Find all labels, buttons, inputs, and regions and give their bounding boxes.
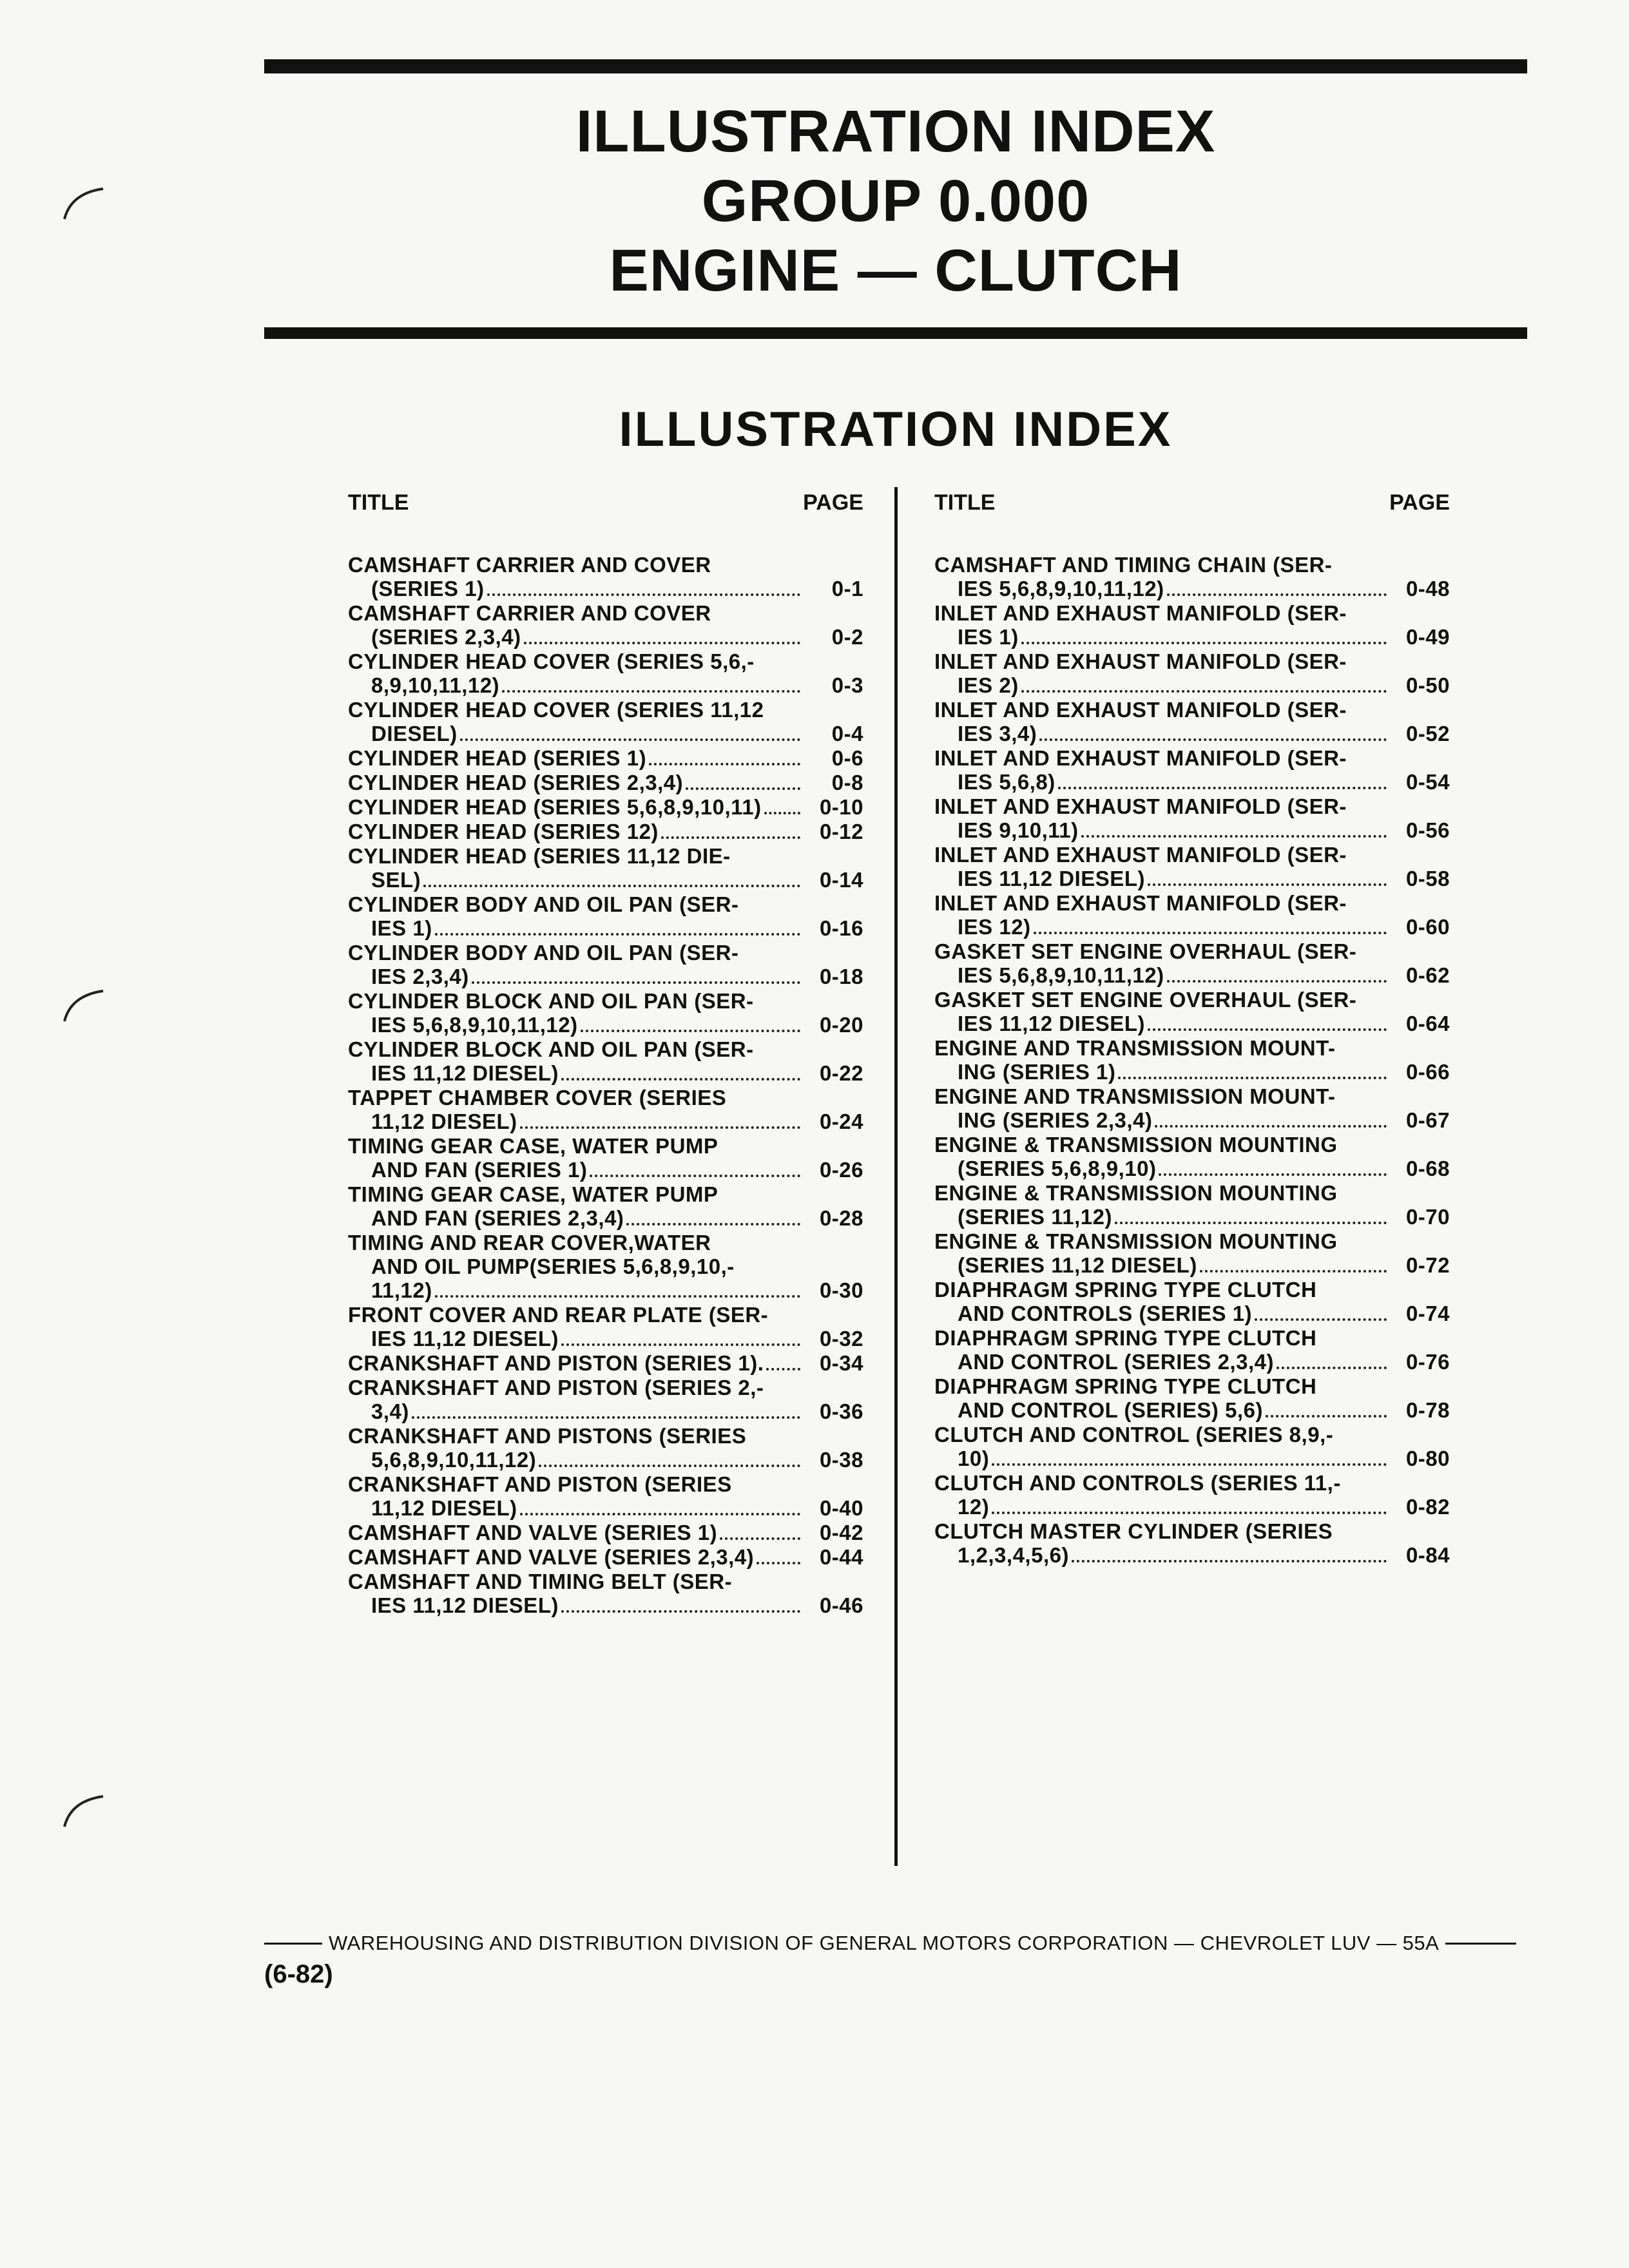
document-header	[264, 97, 1527, 305]
entry-page-number: 0-1	[831, 577, 863, 601]
entry-page-number: 0-78	[1405, 1398, 1450, 1422]
dot-leader	[561, 1078, 800, 1081]
entry-leader-line	[348, 795, 863, 820]
entry-title-line: IES 2,3,4)	[371, 965, 469, 988]
punch-mark-top	[58, 184, 110, 222]
entry-leader-line	[934, 1108, 1450, 1133]
entry-leader-line	[934, 963, 1450, 988]
header-group: GROUP 0.000	[701, 168, 1090, 234]
dot-leader	[539, 1465, 800, 1467]
dot-leader	[686, 787, 800, 790]
entry-leader-line	[348, 1521, 863, 1545]
title-column-label: TITLE	[348, 490, 409, 515]
entry-title-line: SEL)	[371, 868, 421, 892]
entry-title-line: FRONT COVER AND REAR PLATE (SER-	[348, 1303, 769, 1327]
entry-title-line: CAMSHAFT CARRIER AND COVER	[348, 553, 711, 577]
entry-page-number: 0-24	[819, 1110, 863, 1133]
entry-title-line: CYLINDER HEAD (SERIES 5,6,8,9,10,11)	[348, 795, 762, 819]
entry-title-line: IES 11,12 DIESEL)	[958, 1012, 1145, 1035]
entry-leader-line	[348, 673, 863, 698]
dot-leader	[626, 1223, 800, 1225]
entry-title-line: CYLINDER HEAD (SERIES 12)	[348, 820, 659, 843]
index-entry	[934, 1471, 1450, 1519]
entry-title-line: CYLINDER HEAD (SERIES 2,3,4)	[348, 771, 684, 794]
entry-page-number: 0-70	[1405, 1205, 1450, 1229]
entry-page-number: 0-36	[819, 1399, 863, 1423]
dot-leader	[487, 593, 800, 596]
entry-leader-line	[934, 1157, 1450, 1181]
index-entry	[348, 844, 863, 892]
dot-leader	[992, 1463, 1387, 1466]
entry-title-line: CYLINDER HEAD COVER (SERIES 11,12	[348, 698, 764, 722]
entry-page-number: 0-6	[831, 746, 863, 770]
entry-title-line: IES 11,12 DIESEL)	[371, 1593, 559, 1617]
entry-title-line: IES 3,4)	[958, 722, 1037, 745]
entry-title-line: IES 12)	[958, 915, 1031, 939]
entry-leader-line	[934, 1398, 1450, 1423]
index-entry	[934, 1084, 1450, 1133]
dot-leader	[764, 812, 800, 814]
entry-title-line: IES 1)	[958, 625, 1019, 649]
entry-title-line: (SERIES 2,3,4)	[371, 625, 521, 649]
entry-page-number: 0-72	[1405, 1253, 1450, 1277]
entry-title-line: CRANKSHAFT AND PISTON (SERIES 1).	[348, 1351, 764, 1375]
entry-title-line: CRANKSHAFT AND PISTON (SERIES	[348, 1472, 732, 1496]
entry-leader-line	[934, 1495, 1450, 1519]
footer-date: (6-82)	[264, 1960, 333, 1988]
entry-title-line: 5,6,8,9,10,11,12)	[371, 1448, 537, 1472]
entry-leader-line	[348, 625, 863, 649]
entry-leader-line	[348, 1448, 863, 1472]
index-entry	[348, 795, 863, 820]
entry-leader-line	[348, 1399, 863, 1424]
dot-leader	[460, 738, 800, 741]
index-entry	[934, 1519, 1450, 1568]
entry-title-line: (SERIES 11,12)	[958, 1205, 1112, 1229]
dot-leader	[1167, 593, 1387, 596]
entry-title-line: ENGINE & TRANSMISSION MOUNTING	[934, 1133, 1338, 1157]
entry-title-line: 10)	[958, 1446, 990, 1470]
column-header	[934, 490, 1450, 515]
entry-title-line: (SERIES 1)	[371, 577, 485, 601]
entry-title-line: INLET AND EXHAUST MANIFOLD (SER-	[934, 746, 1347, 770]
index-entry	[934, 843, 1450, 891]
entry-leader-line	[348, 1593, 863, 1618]
footer-dash-right	[1445, 1943, 1516, 1945]
entry-title-line: CRANKSHAFT AND PISTON (SERIES 2,-	[348, 1376, 764, 1399]
entry-title-line: IES 11,12 DIESEL)	[371, 1061, 559, 1085]
entry-title-line: IES 11,12 DIESEL)	[958, 867, 1145, 890]
index-entry	[348, 553, 863, 601]
entry-leader-line	[934, 1543, 1450, 1568]
entry-page-number: 0-64	[1405, 1012, 1450, 1035]
entry-title-line: CLUTCH AND CONTROLS (SERIES 11,-	[934, 1471, 1341, 1495]
dot-leader	[766, 1368, 800, 1370]
entry-leader-line	[934, 867, 1450, 891]
entry-leader-line	[934, 1012, 1450, 1036]
entry-title-line: INLET AND EXHAUST MANIFOLD (SER-	[934, 794, 1347, 818]
entry-page-number: 0-76	[1405, 1350, 1450, 1374]
index-entry	[934, 1326, 1450, 1374]
index-entry	[934, 698, 1450, 746]
entry-title-line: TAPPET CHAMBER COVER (SERIES	[348, 1086, 727, 1110]
entry-leader-line	[348, 1158, 863, 1182]
entry-title-line: 11,12 DIESEL)	[371, 1496, 517, 1520]
entry-leader-line	[934, 1205, 1450, 1229]
entry-title-line: CYLINDER BLOCK AND OIL PAN (SER-	[348, 989, 754, 1013]
entry-title-line: AND CONTROL (SERIES 2,3,4)	[958, 1350, 1274, 1374]
entry-page-number: 0-38	[819, 1448, 863, 1472]
header-top-rule	[264, 59, 1527, 73]
entry-leader-line	[934, 1253, 1450, 1278]
entry-page-number: 0-8	[831, 771, 863, 794]
entry-leader-line	[348, 771, 863, 795]
entry-leader-line	[348, 1278, 863, 1303]
entry-leader-line	[934, 577, 1450, 601]
entry-title-line: IES 11,12 DIESEL)	[371, 1327, 559, 1350]
index-column-right	[934, 490, 1450, 1568]
index-entry	[934, 939, 1450, 988]
dot-leader	[1155, 1125, 1387, 1128]
entry-title-line: (SERIES 11,12 DIESEL)	[958, 1253, 1197, 1277]
punch-mark-middle	[58, 986, 110, 1024]
dot-leader	[524, 642, 800, 644]
dot-leader	[757, 1562, 800, 1564]
entry-page-number: 0-84	[1405, 1543, 1450, 1567]
entry-page-number: 0-48	[1405, 577, 1450, 601]
index-column-left	[348, 490, 863, 1618]
entry-title-line: INLET AND EXHAUST MANIFOLD (SER-	[934, 891, 1347, 915]
index-entry	[348, 698, 863, 746]
entry-title-line: IES 5,6,8,9,10,11,12)	[958, 963, 1164, 987]
entry-page-number: 0-14	[819, 868, 863, 892]
index-entry	[348, 601, 863, 649]
index-entry	[348, 1545, 863, 1570]
entry-page-number: 0-44	[819, 1545, 863, 1569]
index-list-left	[348, 553, 863, 1618]
entry-title-line: TIMING AND REAR COVER,WATER	[348, 1231, 711, 1254]
entry-leader-line	[348, 1545, 863, 1570]
entry-page-number: 0-46	[819, 1593, 863, 1617]
entry-title-line: ENGINE AND TRANSMISSION MOUNT-	[934, 1084, 1336, 1108]
dot-leader	[1200, 1270, 1387, 1273]
entry-page-number: 0-42	[819, 1521, 863, 1544]
footer-text: WAREHOUSING AND DISTRIBUTION DIVISION OF GENERAL MOTORS CORPORATION — CHEVROLET LUV — 55A	[329, 1932, 1440, 1954]
entry-title-line: AND CONTROL (SERIES) 5,6)	[958, 1398, 1263, 1422]
entry-title-line: AND FAN (SERIES 1)	[371, 1158, 588, 1182]
entry-page-number: 0-58	[1405, 867, 1450, 890]
index-entry	[934, 988, 1450, 1036]
entry-title-line: 11,12 DIESEL)	[371, 1110, 517, 1133]
dot-leader	[649, 763, 800, 765]
entry-title-line: 11,12)	[371, 1278, 432, 1302]
entry-title-line: DIAPHRAGM SPRING TYPE CLUTCH	[934, 1278, 1317, 1302]
index-entry	[348, 892, 863, 941]
index-entry	[348, 820, 863, 844]
index-entry	[348, 989, 863, 1037]
entry-leader-line	[348, 1496, 863, 1521]
entry-title-line: INLET AND EXHAUST MANIFOLD (SER-	[934, 649, 1347, 673]
entry-leader-line	[348, 1206, 863, 1231]
entry-leader-line	[934, 625, 1450, 649]
entry-title-line: ING (SERIES 1)	[958, 1060, 1116, 1084]
entry-page-number: 0-80	[1405, 1446, 1450, 1470]
header-bottom-rule	[264, 327, 1527, 339]
entry-title-line: CAMSHAFT CARRIER AND COVER	[348, 601, 711, 625]
entry-title-line: CRANKSHAFT AND PISTONS (SERIES	[348, 1424, 747, 1448]
dot-leader	[590, 1175, 800, 1177]
entry-page-number: 0-34	[819, 1351, 863, 1375]
entry-title-line: CAMSHAFT AND TIMING BELT (SER-	[348, 1570, 733, 1593]
index-entry	[348, 1231, 863, 1303]
entry-leader-line	[934, 1446, 1450, 1471]
index-list-right	[934, 553, 1450, 1568]
entry-title-line: DIAPHRAGM SPRING TYPE CLUTCH	[934, 1326, 1317, 1350]
index-entry	[934, 1423, 1450, 1471]
entry-title-line: ENGINE & TRANSMISSION MOUNTING	[934, 1229, 1338, 1253]
entry-title-line: CLUTCH AND CONTROL (SERIES 8,9,-	[934, 1423, 1334, 1446]
entry-leader-line	[934, 722, 1450, 746]
entry-page-number: 0-22	[819, 1061, 863, 1085]
dot-leader	[423, 885, 800, 887]
entry-title-line: IES 2)	[958, 673, 1019, 697]
entry-title-line: INLET AND EXHAUST MANIFOLD (SER-	[934, 601, 1347, 625]
entry-page-number: 0-50	[1405, 673, 1450, 697]
entry-title-line: ENGINE & TRANSMISSION MOUNTING	[934, 1181, 1338, 1205]
entry-title-line: CAMSHAFT AND VALVE (SERIES 2,3,4)	[348, 1545, 755, 1569]
entry-page-number: 0-18	[819, 965, 863, 988]
entry-leader-line	[348, 1110, 863, 1134]
entry-page-number: 0-12	[819, 820, 863, 843]
dot-leader	[661, 836, 800, 839]
entry-page-number: 0-66	[1405, 1060, 1450, 1084]
entry-title-line: AND CONTROLS (SERIES 1)	[958, 1302, 1253, 1325]
entry-title-line: CYLINDER HEAD (SERIES 11,12 DIE-	[348, 844, 731, 868]
dot-leader	[1034, 932, 1387, 934]
entry-leader-line	[934, 1350, 1450, 1374]
dot-leader	[502, 690, 800, 693]
dot-leader	[1255, 1318, 1387, 1321]
index-entry	[934, 746, 1450, 794]
entry-leader-line	[348, 1351, 863, 1376]
footer	[264, 1932, 1527, 1955]
entry-page-number: 0-52	[1405, 722, 1450, 745]
index-entry	[934, 1278, 1450, 1326]
index-entry	[348, 1086, 863, 1134]
entry-leader-line	[934, 1060, 1450, 1084]
dot-leader	[1072, 1560, 1387, 1562]
entry-page-number: 0-16	[819, 916, 863, 940]
index-entry	[348, 649, 863, 698]
title-column-label: TITLE	[934, 490, 996, 515]
entry-page-number: 0-74	[1405, 1302, 1450, 1325]
index-entry	[934, 794, 1450, 843]
entry-leader-line	[348, 1327, 863, 1351]
entry-title-line: TIMING GEAR CASE, WATER PUMP	[348, 1182, 718, 1206]
entry-title-line: DIESEL)	[371, 722, 458, 745]
footer-dash-left	[264, 1943, 322, 1945]
entry-page-number: 0-40	[819, 1496, 863, 1520]
dot-leader	[412, 1416, 800, 1419]
index-entry	[934, 891, 1450, 939]
dot-leader	[1148, 1028, 1387, 1031]
dot-leader	[1266, 1415, 1387, 1418]
page-column-label: PAGE	[803, 490, 863, 515]
entry-page-number: 0-60	[1405, 915, 1450, 939]
entry-leader-line	[348, 1013, 863, 1037]
index-entry	[348, 1303, 863, 1351]
dot-leader	[1021, 642, 1387, 644]
entry-title-line: INLET AND EXHAUST MANIFOLD (SER-	[934, 843, 1347, 867]
entry-title-line: IES 5,6,8)	[958, 770, 1055, 794]
dot-leader	[435, 933, 800, 936]
punch-mark-bottom	[58, 1791, 110, 1830]
entry-page-number: 0-28	[819, 1206, 863, 1230]
entry-title-line: 1,2,3,4,5,6)	[958, 1543, 1069, 1567]
entry-title-line: CYLINDER BLOCK AND OIL PAN (SER-	[348, 1037, 754, 1061]
entry-leader-line	[348, 1061, 863, 1086]
index-entry	[348, 1521, 863, 1545]
dot-leader	[520, 1126, 800, 1129]
index-entry	[934, 1374, 1450, 1423]
entry-title-line: CYLINDER HEAD (SERIES 1)	[348, 746, 647, 770]
entry-page-number: 0-32	[819, 1327, 863, 1350]
index-entry	[348, 1037, 863, 1086]
dot-leader	[1039, 738, 1387, 741]
index-entry	[934, 601, 1450, 649]
entry-page-number: 0-54	[1405, 770, 1450, 794]
index-entry	[348, 941, 863, 989]
entry-page-number: 0-68	[1405, 1157, 1450, 1180]
index-entry	[348, 771, 863, 795]
page-column-label: PAGE	[1389, 490, 1450, 515]
index-entry	[348, 1570, 863, 1618]
index-entry	[934, 1229, 1450, 1278]
entry-page-number: 0-4	[831, 722, 863, 745]
entry-page-number: 0-49	[1405, 625, 1450, 649]
entry-title-line: 8,9,10,11,12)	[371, 673, 500, 697]
dot-leader	[520, 1513, 800, 1515]
dot-leader	[992, 1512, 1387, 1514]
entry-title-line: INLET AND EXHAUST MANIFOLD (SER-	[934, 698, 1347, 722]
entry-title-line: IES 5,6,8,9,10,11,12)	[371, 1013, 578, 1037]
entry-title-line: AND FAN (SERIES 2,3,4)	[371, 1206, 624, 1230]
entry-leader-line	[348, 868, 863, 892]
index-entry	[934, 649, 1450, 698]
dot-leader	[720, 1537, 800, 1540]
index-entry	[348, 746, 863, 771]
header-section: ENGINE — CLUTCH	[609, 238, 1182, 303]
entry-page-number: 0-26	[819, 1158, 863, 1182]
entry-leader-line	[348, 722, 863, 746]
dot-leader	[435, 1295, 800, 1298]
index-entry	[934, 1181, 1450, 1229]
entry-leader-line	[348, 965, 863, 989]
dot-leader	[561, 1343, 800, 1346]
entry-page-number: 0-67	[1405, 1108, 1450, 1132]
index-heading: ILLUSTRATION INDEX	[619, 402, 1173, 457]
entry-page-number: 0-62	[1405, 963, 1450, 987]
index-entry	[348, 1424, 863, 1472]
index-entry	[348, 1134, 863, 1182]
entry-page-number: 0-20	[819, 1013, 863, 1037]
entry-page-number: 0-82	[1405, 1495, 1450, 1519]
entry-title-line: CAMSHAFT AND TIMING CHAIN (SER-	[934, 553, 1333, 577]
entry-leader-line	[348, 820, 863, 844]
entry-leader-line	[934, 818, 1450, 843]
entry-title-line: IES 1)	[371, 916, 432, 940]
dot-leader	[1058, 787, 1387, 789]
entry-title-line: GASKET SET ENGINE OVERHAUL (SER-	[934, 939, 1357, 963]
entry-title-line: CAMSHAFT AND VALVE (SERIES 1)	[348, 1521, 718, 1544]
index-entry	[934, 1036, 1450, 1084]
index-entry	[348, 1472, 863, 1521]
entry-title-line: AND OIL PUMP(SERIES 5,6,8,9,10,-	[371, 1254, 735, 1278]
dot-leader	[1159, 1173, 1387, 1176]
entry-leader-line	[934, 673, 1450, 698]
entry-title-line: ENGINE AND TRANSMISSION MOUNT-	[934, 1036, 1336, 1060]
column-divider	[894, 487, 898, 1866]
dot-leader	[581, 1030, 800, 1032]
entry-leader-line	[934, 915, 1450, 939]
dot-leader	[1115, 1222, 1387, 1224]
entry-title-line: CYLINDER HEAD COVER (SERIES 5,6,-	[348, 649, 755, 673]
entry-leader-line	[348, 746, 863, 771]
entry-title-line: DIAPHRAGM SPRING TYPE CLUTCH	[934, 1374, 1317, 1398]
entry-title-line: IES 5,6,8,9,10,11,12)	[958, 577, 1164, 601]
entry-page-number: 0-10	[819, 795, 863, 819]
dot-leader	[1021, 690, 1387, 693]
entry-title-line: 3,4)	[371, 1399, 409, 1423]
entry-title-line: CYLINDER BODY AND OIL PAN (SER-	[348, 941, 739, 965]
dot-leader	[561, 1610, 800, 1613]
entry-title-line: IES 9,10,11)	[958, 818, 1079, 842]
index-entry	[348, 1182, 863, 1231]
entry-title-line: CLUTCH MASTER CYLINDER (SERIES	[934, 1519, 1333, 1543]
dot-leader	[1277, 1367, 1387, 1369]
entry-page-number: 0-30	[819, 1278, 863, 1302]
entry-title-line: ING (SERIES 2,3,4)	[958, 1108, 1153, 1132]
entry-leader-line	[348, 916, 863, 941]
index-entry	[934, 1133, 1450, 1181]
dot-leader	[1081, 835, 1387, 838]
entry-leader-line	[934, 770, 1450, 794]
index-entry	[934, 553, 1450, 601]
column-header	[348, 490, 863, 515]
dot-leader	[472, 981, 800, 984]
entry-title-line: CYLINDER BODY AND OIL PAN (SER-	[348, 892, 739, 916]
entry-title-line: 12)	[958, 1495, 990, 1519]
entry-page-number: 0-56	[1405, 818, 1450, 842]
dot-leader	[1118, 1077, 1387, 1079]
index-entry	[348, 1351, 863, 1376]
index-entry	[348, 1376, 863, 1424]
header-title: ILLUSTRATION INDEX	[575, 99, 1216, 164]
entry-title-line: (SERIES 5,6,8,9,10)	[958, 1157, 1157, 1180]
entry-title-line: TIMING GEAR CASE, WATER PUMP	[348, 1134, 718, 1158]
entry-leader-line	[348, 577, 863, 601]
entry-title-line: GASKET SET ENGINE OVERHAUL (SER-	[934, 988, 1357, 1012]
dot-leader	[1148, 883, 1387, 886]
entry-page-number: 0-3	[831, 673, 863, 697]
entry-leader-line	[934, 1302, 1450, 1326]
entry-page-number: 0-2	[831, 625, 863, 649]
dot-leader	[1167, 980, 1387, 983]
